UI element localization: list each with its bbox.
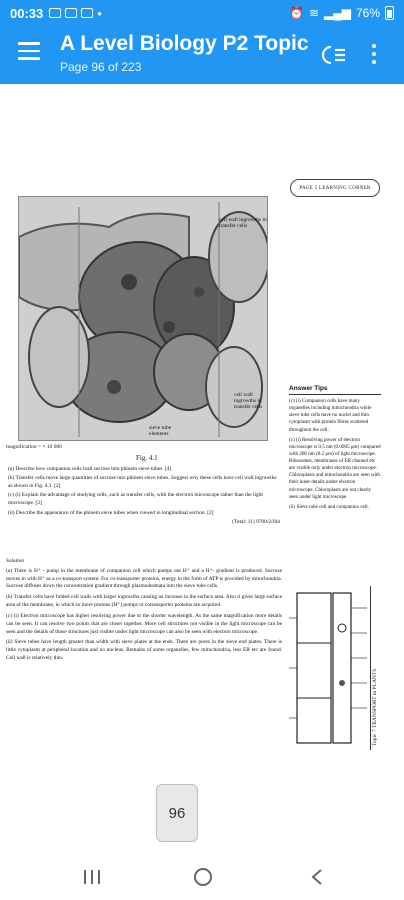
dot-icon: • [97, 5, 102, 21]
system-nav-bar [0, 856, 404, 900]
answer-tip-2: (c) (i) Resolving power of electron microscope is 0.5 nm (0.0005 μm) compared with 200 nm (0.2 μm) of light microscope. Ribosomes, membranes of ER channel etc are visible only under electron microscope. Chloroplasts and mitochondria are seen with their inner details under electron microscope. Chloroplasts are not clearly seen under light microscope. [289, 436, 381, 500]
back-icon[interactable] [310, 868, 324, 886]
question-a: (a) Describe how companion cells load sucrose into phloem sieve tubes. [4] [8, 466, 172, 472]
solution-a: (a) There is H⁺ - pump in the membrane of companion cell which pumps out H⁺ and a H⁺- gradient is produced. Sucrose moves in with H⁺ as a co-transport system. For co-transporter proteins, energy in the form of ATP is provided by mitochondria. Sucrose diffuses down the concentration gradient through plasmodesmata into the sieve tube cells. [6, 567, 282, 590]
status-time: 00:33 [10, 5, 44, 21]
question-c-i: (c) (i) Explain the advantage of studying cells, such as transfer cells, with the electron microscope rather than the light microscope. [3] [8, 492, 263, 507]
label-cell-wall-ingrowths-bottom: cell wall ingrowths in transfer cells [234, 392, 263, 411]
page-count: Page 96 of 223 [60, 60, 142, 74]
answer-tips [289, 384, 381, 514]
document-title: A Level Biology P2 Topic [60, 32, 309, 55]
learning-corner-tag: PAGE 5 LEARNING CORNER [290, 179, 380, 197]
micrograph-image [19, 197, 268, 441]
app-bar [0, 26, 404, 84]
battery-percent: 76% [355, 6, 380, 20]
page-number-indicator[interactable]: 96 [156, 784, 198, 842]
wifi-icon: ≋ [308, 6, 319, 20]
signal-icon: ▂▄▆ [324, 6, 351, 20]
solution-b: (b) Transfer cells have folded cell walls with larger ingrowths causing an increase in the surface area. Also it gives large surface area of the membrane, in which so more protons (H⁺) pumps or cotransporter proteins are acquired. [6, 594, 282, 609]
question-block [8, 466, 280, 528]
label-cell-wall-ingrowths-top: cell wall ingrowths in transfer cells [219, 217, 267, 230]
solution-heading: Solution [6, 558, 24, 564]
topic-side-tab [370, 586, 384, 750]
home-icon[interactable] [194, 868, 212, 886]
topic-side-tab-label: Topic 7 TRANSPORT in PLANTS [372, 668, 378, 746]
video-notification-icon [81, 8, 93, 18]
answer-tips-heading: Answer Tips [289, 384, 381, 395]
magnification-label: magnification = × 10 000 [6, 444, 62, 450]
question-b: (b) Transfer cells move large quantities of sucrose into phloem sieve tubes. Suggest why these cells have cell wall ingrowths as shown in Fig. 4.1. [2] [8, 475, 277, 490]
hamburger-menu-icon[interactable] [18, 42, 40, 60]
label-sieve-tube-elements: sieve tube elements [149, 425, 172, 438]
recent-apps-icon[interactable] [84, 870, 100, 884]
solution-c-ii: (ii) Sieve tubes have length greater than width with sieve plates at the ends. There are pores in the sieve end plates. There is little cytoplasm at peripheral location and no nucleus. Remains of some organelles, few mitochondria, less ER etc are found. Cell wall is relatively thin. [6, 639, 282, 662]
solution-block [6, 558, 282, 666]
electron-micrograph [18, 196, 268, 441]
question-reference: (Total: 11) 9700/2/J04 [232, 518, 280, 525]
sieve-tube-diagram [289, 588, 369, 748]
status-bar [0, 0, 404, 26]
battery-icon [385, 6, 394, 20]
answer-tip-1: (c) (i) Companion cells have many organelles including mitochondria while sieve tube cells have no nuclei and thin cytoplasm with protein fibres scattered throughout the cell. [289, 398, 372, 433]
more-options-icon[interactable] [365, 42, 383, 66]
solution-c-i: (c) (i) Electron microscope has higher resolving power due to the shorter wavelength. As the same magnification more details can be seen. It can resolve two points that are closer together. More cell structures not visible in the light microscope can be seen and the details of those structures just visible under light microscope can also be seen with electron microscope. [6, 612, 282, 635]
table-of-contents-icon[interactable] [322, 44, 346, 66]
answer-tip-3: (ii) Sieve tube cell and companion cell. [289, 503, 369, 510]
mail-notification-icon [65, 8, 77, 18]
gallery-notification-icon [49, 8, 61, 18]
question-c-ii: (ii) Describe the appearance of the phloem sieve tubes when viewed in longitudinal section. [2] [8, 509, 214, 516]
alarm-icon: ⏰ [288, 6, 304, 20]
figure-caption: Fig. 4.1 [136, 454, 158, 462]
document-page[interactable] [0, 84, 404, 760]
